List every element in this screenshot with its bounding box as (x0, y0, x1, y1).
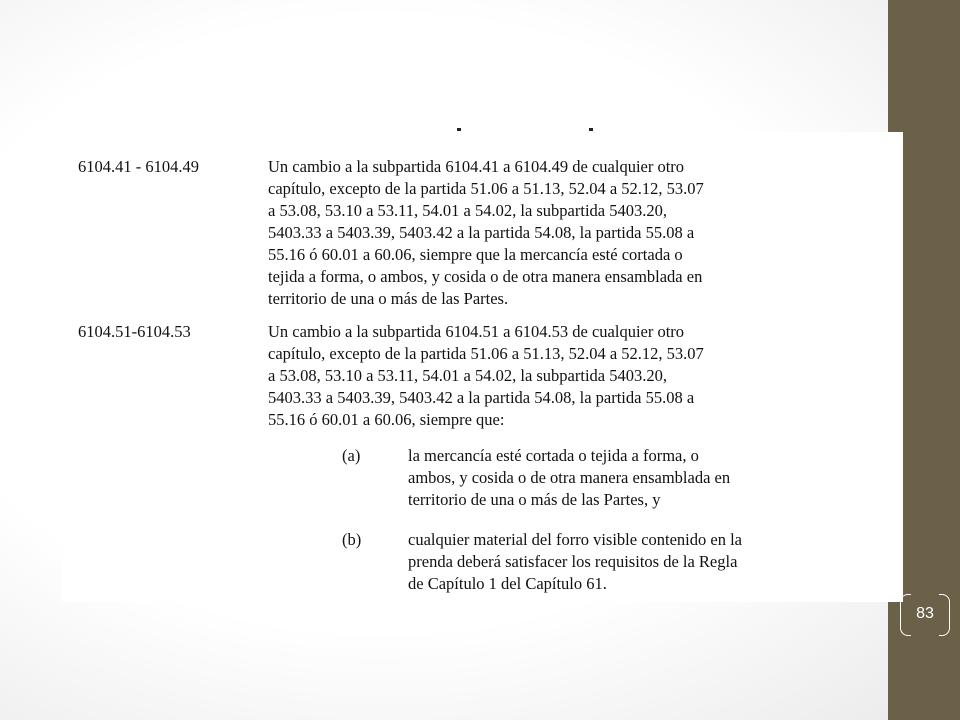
rule-line: Un cambio a la subpartida 6104.51 a 6104.53 de cualquier otro (268, 322, 685, 341)
condition-line: cualquier material del forro visible contenido en la (408, 530, 742, 549)
condition-text-b (408, 529, 868, 595)
rule-line: tejida a forma, o ambos, y cosida o de otra manera ensamblada en (268, 267, 703, 286)
condition-line: territorio de una o más de las Partes, y (408, 490, 661, 509)
condition-label-b: (b) (342, 530, 362, 549)
rule-text (268, 321, 868, 431)
rule-line: capítulo, excepto de la partida 51.06 a 51.13, 52.04 a 52.12, 53.07 (268, 179, 704, 198)
rule-line: a 53.08, 53.10 a 53.11, 54.01 a 54.02, la subpartida 5403.20, (268, 366, 667, 385)
cropped-text-fragment (457, 128, 657, 136)
rule-line: 5403.33 a 5403.39, 5403.42 a la partida 54.08, la partida 55.08 a (268, 223, 695, 242)
rule-line: 5403.33 a 5403.39, 5403.42 a la partida 54.08, la partida 55.08 a (268, 388, 695, 407)
rule-line: 55.16 ó 60.01 a 60.06, siempre que la mercancía esté cortada o (268, 245, 683, 264)
rule-line: territorio de una o más de las Partes. (268, 289, 509, 308)
rule-line: capítulo, excepto de la partida 51.06 a 51.13, 52.04 a 52.12, 53.07 (268, 344, 704, 363)
rule-line: Un cambio a la subpartida 6104.41 a 6104.49 de cualquier otro (268, 157, 685, 176)
condition-line: la mercancía esté cortada o tejida a forma, o (408, 446, 699, 465)
condition-label-a: (a) (342, 446, 361, 465)
rule-line: a 53.08, 53.10 a 53.11, 54.01 a 54.02, la subpartida 5403.20, (268, 201, 667, 220)
document-scan (62, 132, 903, 602)
condition-line: de Capítulo 1 del Capítulo 61. (408, 574, 607, 593)
page-number-badge (898, 594, 952, 634)
rule-line: 55.16 ó 60.01 a 60.06, siempre que: (268, 410, 505, 429)
condition-line: prenda deberá satisfacer los requisitos de la Regla (408, 552, 738, 571)
condition-text-a (408, 445, 868, 511)
tariff-code: 6104.41 - 6104.49 (78, 157, 199, 176)
tariff-code: 6104.51-6104.53 (78, 322, 191, 341)
page-number: 83 (916, 605, 934, 622)
rule-text (268, 156, 868, 310)
condition-line: ambos, y cosida o de otra manera ensamblada en (408, 468, 731, 487)
